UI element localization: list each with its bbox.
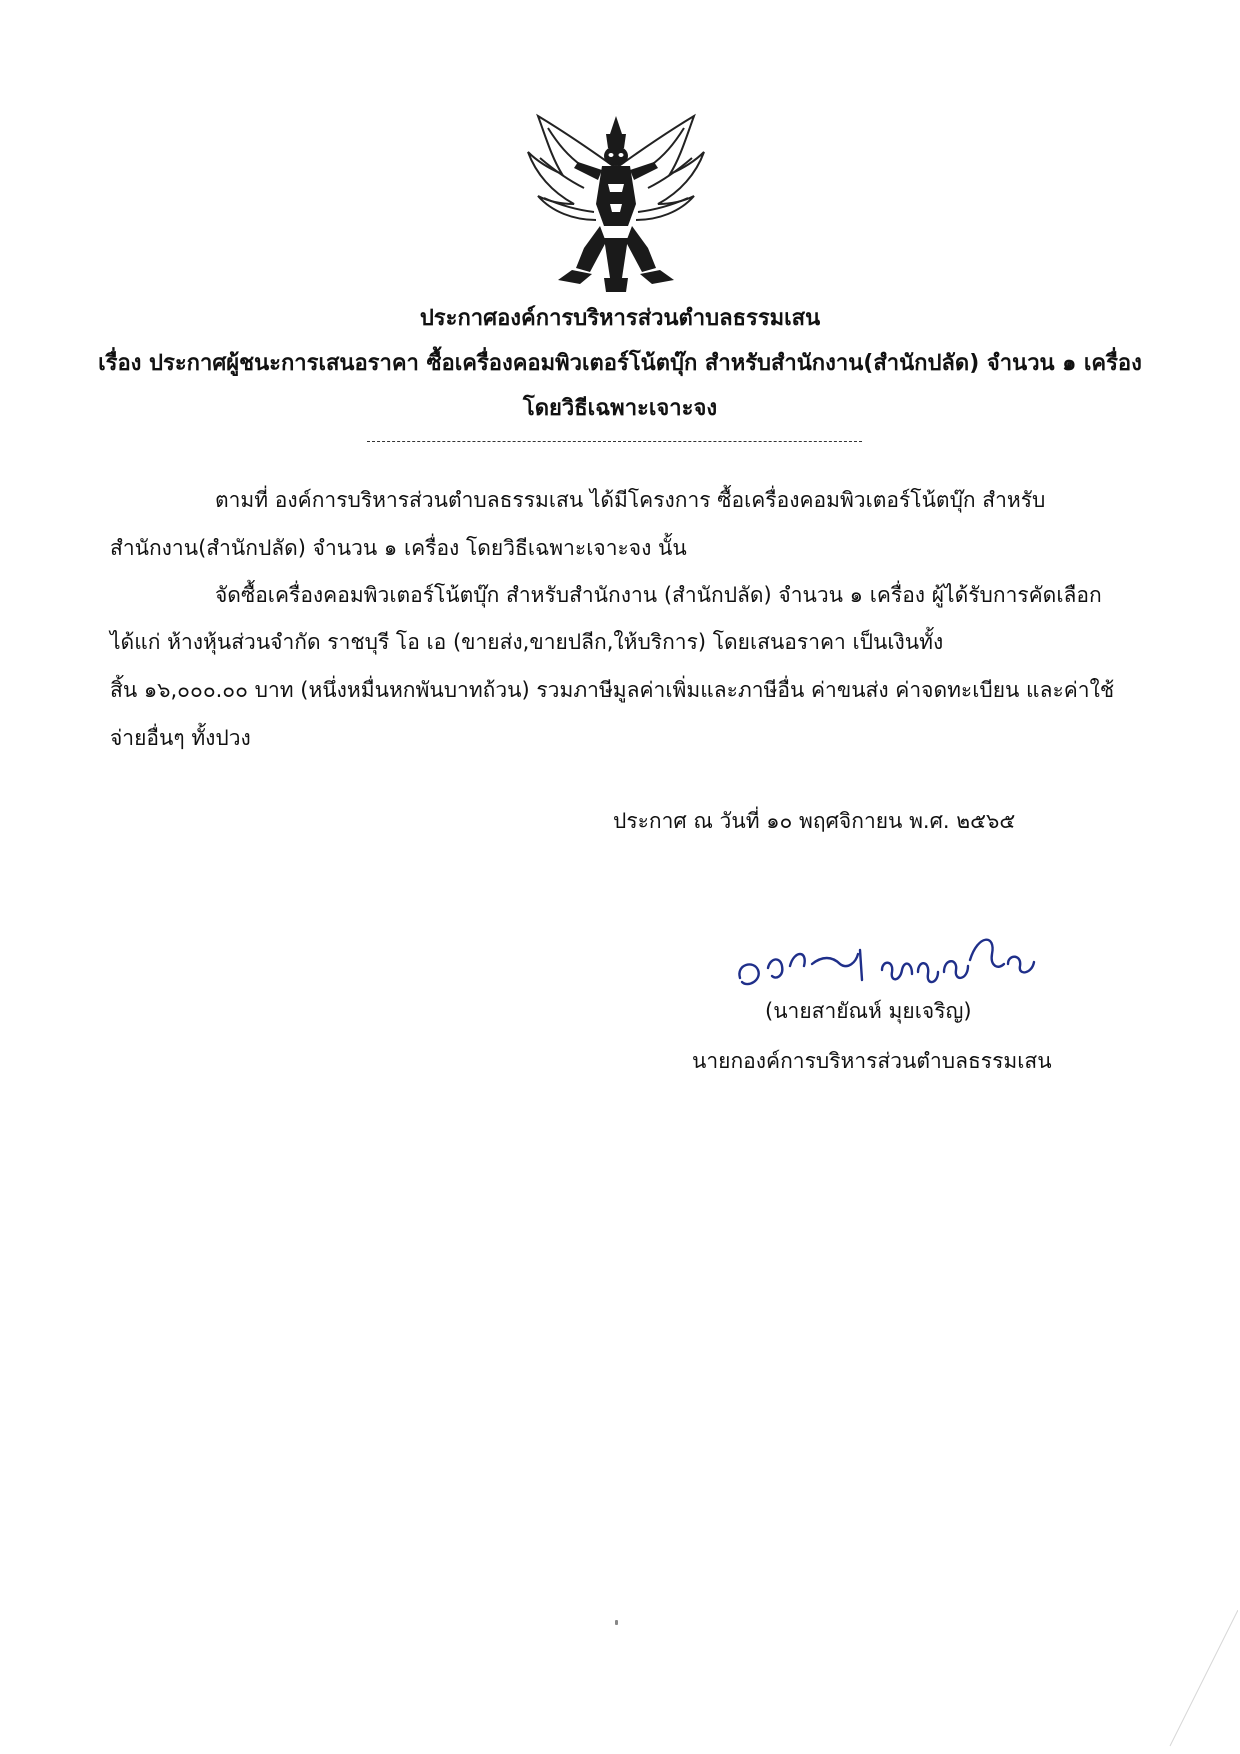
scan-speck (615, 1620, 618, 1625)
page-fold-mark (1160, 1610, 1238, 1750)
announcement-subject: เรื่อง ประกาศผู้ชนะการเสนอราคา ซื้อเครื่องคอมพิวเตอร์โน้ตบุ๊ก สำหรับสำนักงาน(สำนักปลัด) จำนวน ๑ เครื่อง (98, 351, 1142, 376)
paragraph-1-line-1: ตามที่ องค์การบริหารส่วนตำบลธรรมเสน ได้มีโครงการ ซื้อเครื่องคอมพิวเตอร์โน้ตบุ๊ก สำหรับ (215, 488, 1046, 512)
separator-line (367, 441, 862, 442)
paragraph-2-line-3: สิ้น ๑๖,๐๐๐.๐๐ บาท (หนึ่งหมื่นหกพันบาทถ้วน) รวมภาษีมูลค่าเพิ่มและภาษีอื่น ค่าขนส่ง ค่าจดทะเบียน และค่าใช้ (110, 678, 1115, 702)
paragraph-2-line-4: จ่ายอื่นๆ ทั้งปวง (110, 726, 251, 750)
garuda-emblem-icon (518, 108, 714, 294)
announcement-date: ประกาศ ณ วันที่ ๑๐ พฤศจิกายน พ.ศ. ๒๕๖๕ (613, 809, 1016, 833)
handwritten-signature-icon (732, 920, 1040, 1006)
announcement-heading: ประกาศองค์การบริหารส่วนตำบลธรรมเสน (419, 306, 821, 331)
announcement-subject-method: โดยวิธีเฉพาะเจาะจง (522, 396, 718, 421)
paragraph-2-line-2: ได้แก่ ห้างหุ้นส่วนจำกัด ราชบุรี โอ เอ (ขายส่ง,ขายปลีก,ให้บริการ) โดยเสนอราคา เป็นเงินทั้ง (110, 630, 944, 654)
signer-position: นายกองค์การบริหารส่วนตำบลธรรมเสน (692, 1049, 1052, 1073)
paragraph-2-line-1: จัดซื้อเครื่องคอมพิวเตอร์โน้ตบุ๊ก สำหรับสำนักงาน (สำนักปลัด) จำนวน ๑ เครื่อง ผู้ได้รับการคัดเลือก (215, 583, 1102, 607)
paragraph-1-line-2: สำนักงาน(สำนักปลัด) จำนวน ๑ เครื่อง โดยวิธีเฉพาะเจาะจง นั้น (110, 536, 687, 560)
signer-name: (นายสายัณห์ มุยเจริญ) (765, 999, 972, 1023)
